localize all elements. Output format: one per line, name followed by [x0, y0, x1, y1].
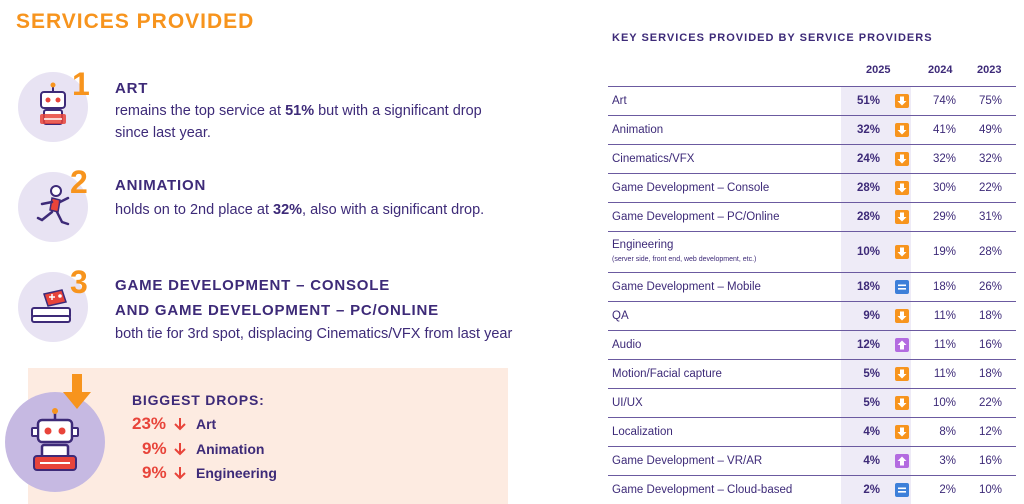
rank-3-text-pre: both tie for 3rd spot, displacing Cinematics/VFX from last year: [115, 326, 513, 342]
row-label: Game Development – Mobile: [612, 281, 761, 293]
drop-label: Engineering: [196, 465, 277, 481]
table-row: [608, 475, 1016, 504]
rank-3-title-line2: AND GAME DEVELOPMENT – PC/ONLINE: [115, 302, 439, 319]
cell-2023: 18%: [978, 310, 1002, 322]
rank-2-title: ANIMATION: [115, 177, 207, 194]
arrow-up-icon: [895, 454, 909, 468]
row-label: UI/UX: [612, 397, 643, 409]
equal-icon: [895, 280, 909, 294]
cell-2025: 4%: [863, 426, 880, 438]
arrow-down-icon: [895, 152, 909, 166]
cell-2024: 3%: [939, 455, 956, 467]
robot-icon: [30, 82, 76, 132]
cell-2025: 24%: [856, 153, 880, 165]
rank-1-title: ART: [115, 80, 149, 97]
arrow-down-icon: [895, 94, 909, 108]
cell-2024: 74%: [932, 95, 956, 107]
table-row: [608, 115, 1016, 144]
rank-3-title-line1: GAME DEVELOPMENT – CONSOLE: [115, 277, 390, 294]
biggest-drops-title: BIGGEST DROPS:: [132, 392, 265, 408]
cell-2024: 2%: [939, 484, 956, 496]
arrow-down-icon: [895, 245, 909, 259]
cell-2024: 11%: [933, 310, 956, 322]
arrow-down-icon: [895, 309, 909, 323]
cell-2023: 31%: [978, 211, 1002, 223]
cell-2023: 32%: [978, 153, 1002, 165]
cell-2024: 30%: [932, 182, 956, 194]
rank-1-text-pre: remains the top service at: [115, 103, 286, 119]
drop-row-animation: [130, 439, 330, 459]
equal-icon: [895, 483, 909, 497]
page-title: SERVICES PROVIDED: [16, 10, 255, 33]
header-2025: 2025: [866, 64, 891, 76]
cell-2023: 26%: [978, 281, 1002, 293]
rank-2-text-bold: 32%: [273, 202, 303, 218]
table-row: [608, 330, 1016, 359]
arrow-down-icon: [895, 181, 909, 195]
table-row: [608, 202, 1016, 231]
rank-2-text-post: , also with a significant drop.: [302, 202, 485, 218]
cell-2024: 11%: [933, 339, 956, 351]
header-2024: 2024: [928, 64, 953, 76]
cell-2023: 22%: [978, 397, 1002, 409]
cell-2025: 9%: [863, 310, 880, 322]
cell-2024: 29%: [932, 211, 956, 223]
table-row: [608, 446, 1016, 475]
rank-2-text: [115, 199, 535, 221]
row-label: Animation: [612, 124, 664, 136]
drop-row-engineering: [130, 463, 330, 483]
row-label: QA: [612, 310, 629, 322]
row-label: Game Development – VR/AR: [612, 455, 763, 467]
cell-2025: 32%: [856, 124, 880, 136]
cell-2025: 2%: [863, 484, 880, 496]
cell-2023: 16%: [978, 339, 1002, 351]
table-title: KEY SERVICES PROVIDED BY SERVICE PROVIDERS: [612, 32, 933, 44]
arrow-down-icon: [174, 442, 186, 456]
rank-3-text: [115, 323, 545, 345]
drop-row-art: [130, 414, 330, 434]
cell-2023: 28%: [978, 246, 1002, 258]
robot-icon: [26, 408, 84, 474]
rank-2-number: 2: [70, 164, 88, 200]
cell-2024: 32%: [932, 153, 956, 165]
rank-1: [18, 66, 108, 144]
arrow-up-icon: [895, 338, 909, 352]
table-row: [608, 173, 1016, 202]
cell-2023: 12%: [978, 426, 1002, 438]
table-row: [608, 301, 1016, 330]
cell-2023: 49%: [978, 124, 1002, 136]
cell-2023: 10%: [978, 484, 1002, 496]
cell-2025: 18%: [856, 281, 880, 293]
arrow-down-icon: [895, 210, 909, 224]
cell-2024: 19%: [932, 246, 956, 258]
arrow-down-icon: [895, 396, 909, 410]
cell-2025: 28%: [856, 211, 880, 223]
drop-pct: 9%: [142, 439, 167, 458]
rank-2: [18, 164, 108, 244]
cell-2023: 75%: [978, 95, 1002, 107]
table-row: [608, 388, 1016, 417]
arrow-down-icon: [174, 466, 186, 480]
drop-label: Animation: [196, 441, 265, 457]
cell-2025: 51%: [856, 95, 880, 107]
cell-2023: 22%: [978, 182, 1002, 194]
row-label: Cinematics/VFX: [612, 153, 695, 165]
drop-pct: 9%: [142, 463, 167, 482]
cell-2025: 12%: [856, 339, 880, 351]
row-label: Motion/Facial capture: [612, 368, 722, 380]
row-label: Engineering: [612, 239, 674, 251]
rank-3-number: 3: [70, 264, 88, 300]
rank-2-text-pre: holds on to 2nd place at: [115, 202, 274, 218]
table-row: [608, 359, 1016, 388]
arrow-down-icon: [174, 417, 186, 431]
cell-2025: 10%: [856, 246, 880, 258]
table-row: [608, 417, 1016, 446]
row-label: Art: [612, 95, 627, 107]
cell-2025: 5%: [863, 368, 880, 380]
rank-1-text-post: but with a significant drop since last year.: [115, 103, 482, 141]
rank-1-text-bold: 51%: [285, 103, 315, 119]
row-label: Localization: [612, 426, 673, 438]
table-row: [608, 231, 1016, 272]
rank-1-number: 1: [72, 66, 90, 102]
cell-2024: 10%: [932, 397, 956, 409]
table-row: [608, 86, 1016, 115]
row-label: Game Development – Cloud-based: [612, 484, 793, 496]
arrow-down-icon: [895, 123, 909, 137]
cell-2025: 5%: [863, 397, 880, 409]
arrow-down-icon: [895, 425, 909, 439]
table-row: [608, 272, 1016, 301]
drop-label: Art: [196, 416, 217, 432]
rank-3: [18, 264, 108, 344]
cell-2024: 11%: [933, 368, 956, 380]
cell-2025: 28%: [856, 182, 880, 194]
cell-2024: 18%: [932, 281, 956, 293]
row-label: Game Development – PC/Online: [612, 211, 780, 223]
rank-1-text: [115, 100, 515, 144]
arrow-down-icon: [62, 374, 92, 410]
header-2023: 2023: [977, 64, 1002, 76]
cell-2023: 16%: [978, 455, 1002, 467]
cell-2024: 8%: [939, 426, 956, 438]
row-label: Audio: [612, 339, 642, 351]
table-row: [608, 144, 1016, 173]
drop-pct: 23%: [132, 414, 167, 433]
row-label: Game Development – Console: [612, 182, 770, 194]
cell-2023: 18%: [978, 368, 1002, 380]
cell-2024: 41%: [932, 124, 956, 136]
cell-2025: 4%: [863, 455, 880, 467]
arrow-down-icon: [895, 367, 909, 381]
row-sublabel: (server side, front end, web development, etc.): [612, 256, 757, 263]
